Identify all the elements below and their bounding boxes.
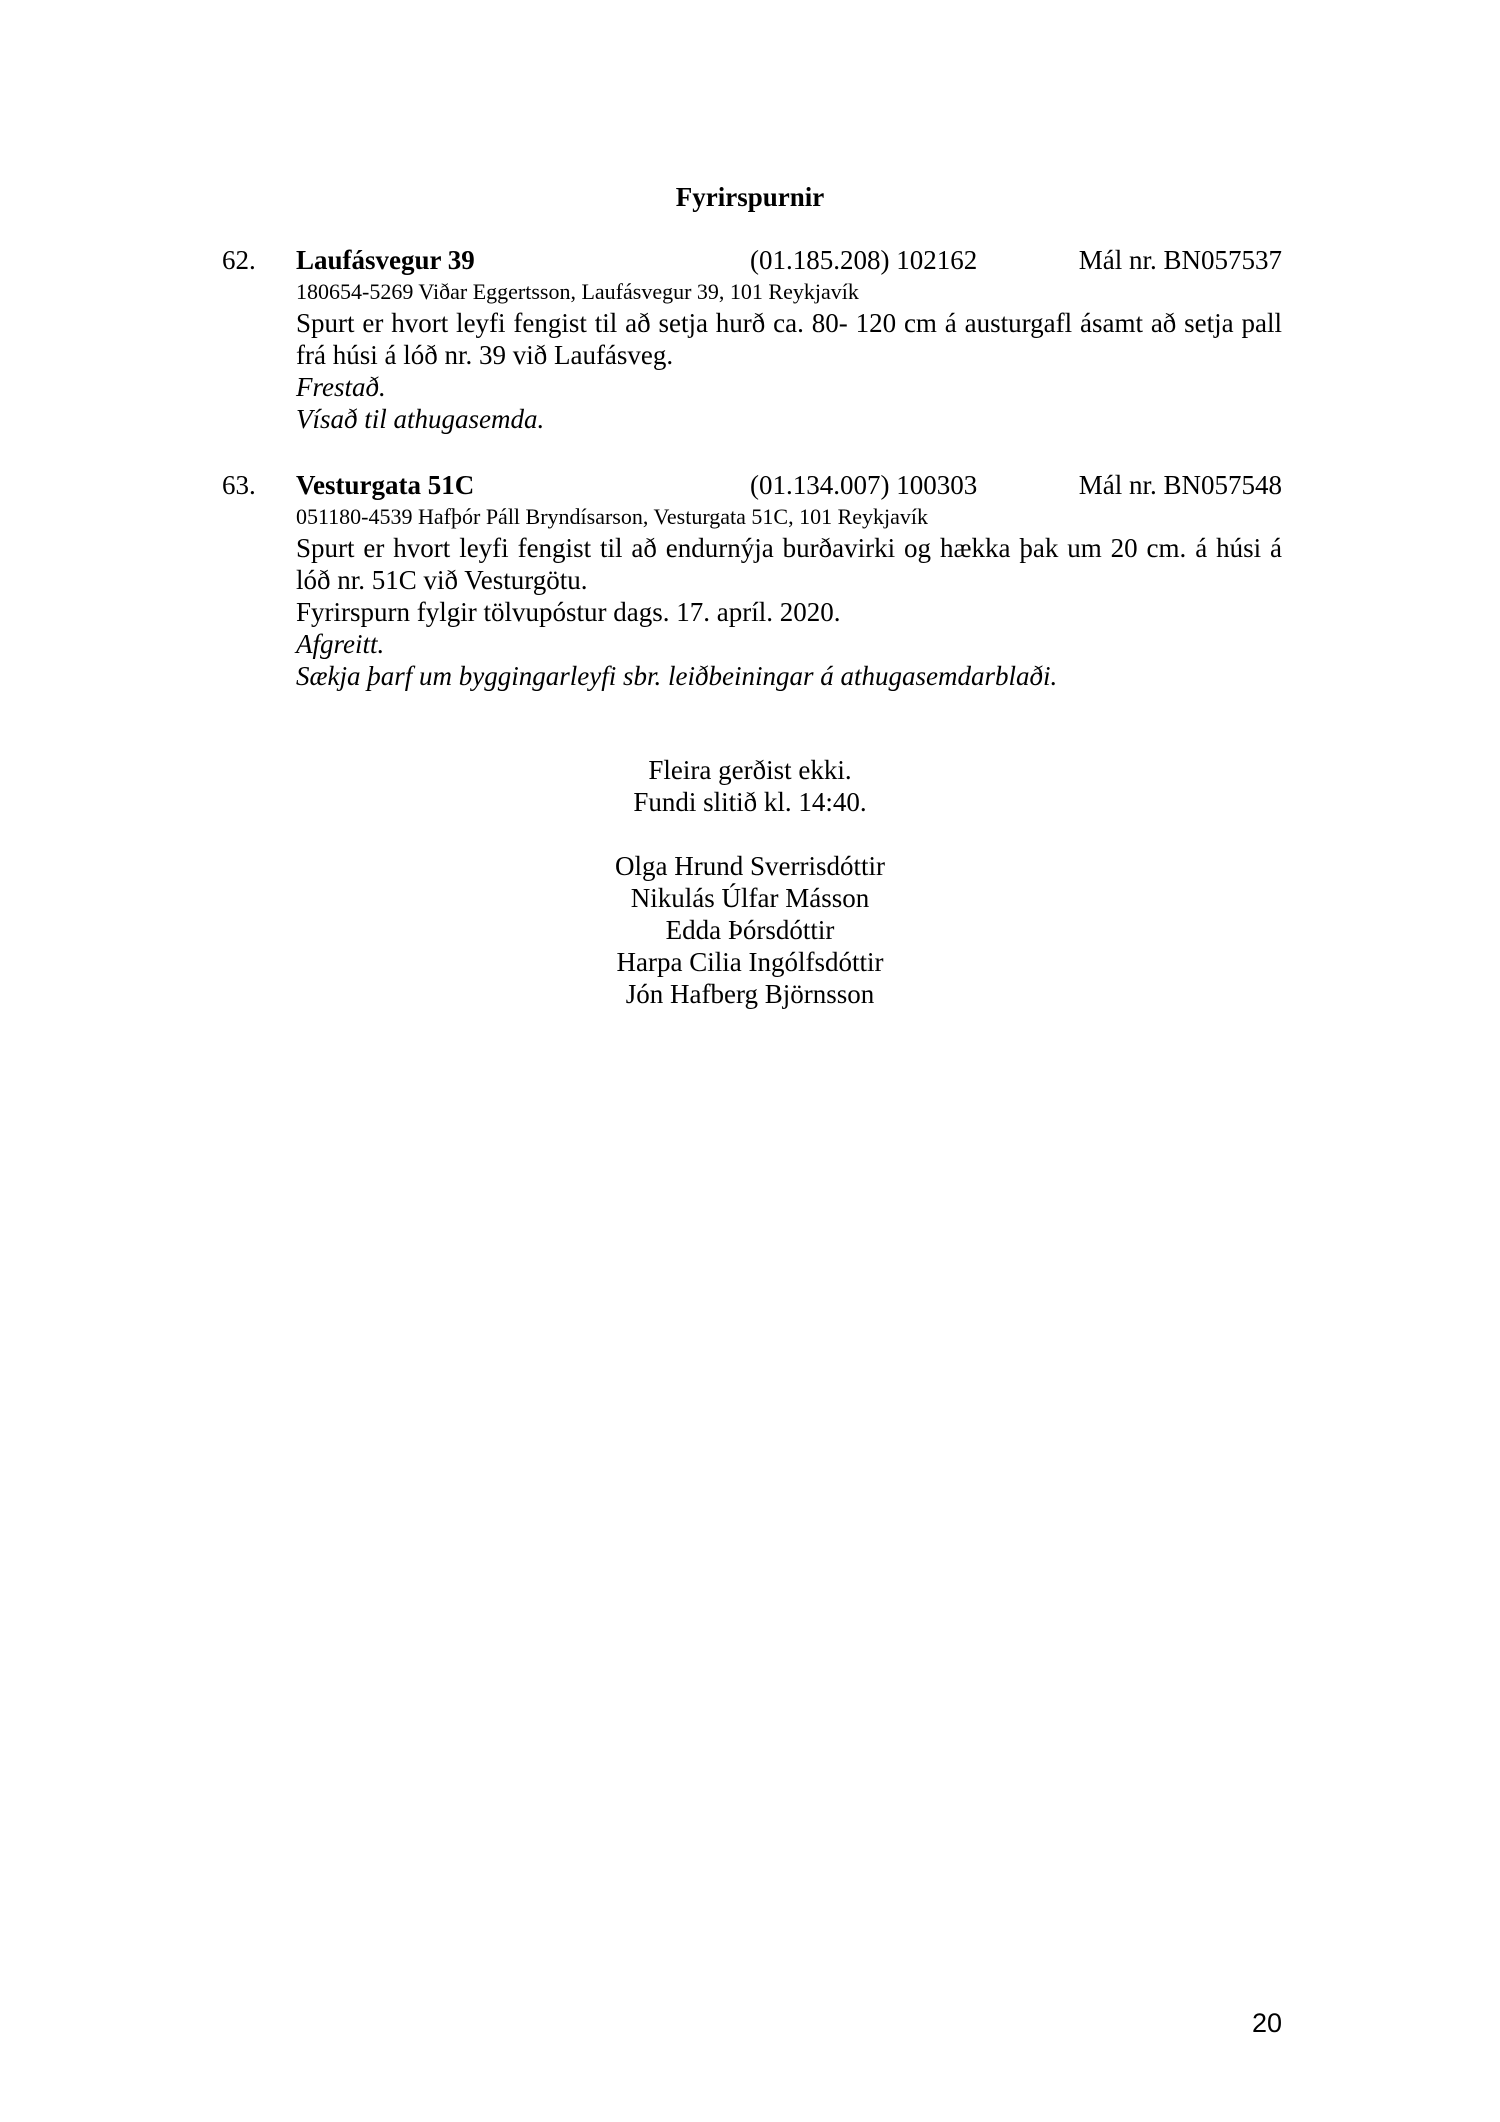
case-header [222,242,1282,278]
case-number: 62. [222,245,256,275]
case-plot-id: (01.134.007) 100303 [750,470,978,500]
case-item [222,467,1282,692]
case-decision: Afgreitt. [296,629,385,659]
case-applicant: 180654-5269 Viðar Eggertsson, Laufásvegur 39, 101 Reykjavík [296,279,859,304]
closing-time-line: Fundi slitið kl. 14:40. [633,787,867,817]
case-note: Fyrirspurn fylgir tölvupóstur dags. 17. apríl. 2020. [296,597,841,627]
case-applicant: 051180-4539 Hafþór Páll Bryndísarson, Vesturgata 51C, 101 Reykjavík [296,504,929,529]
case-description: Spurt er hvort leyfi fengist til að endurnýja burðavirki og hækka þak um 20 cm. á húsi á lóð nr. 51C við Vesturgötu. [296,533,1282,595]
section-title: Fyrirspurnir [675,182,825,212]
closing-statement [0,754,1500,818]
case-description: Spurt er hvort leyfi fengist til að setja hurð ca. 80- 120 cm á austurgafl ásamt að setja pall frá húsi á lóð nr. 39 við Laufásveg. [296,308,1282,370]
case-item [222,242,1282,435]
case-decision: Frestað. [296,372,386,402]
signatory-name: Edda Þórsdóttir [665,915,835,945]
signatory-name: Nikulás Úlfar Másson [630,883,870,913]
case-body [296,278,1282,435]
case-number: 63. [222,470,256,500]
case-plot-id: (01.185.208) 102162 [750,245,978,275]
case-reference-number: Mál nr. BN057537 [1078,245,1282,275]
signatory-name: Jón Hafberg Björnsson [625,979,875,1009]
case-body [296,503,1282,692]
case-remark: Sækja þarf um byggingarleyfi sbr. leiðbeiningar á athugasemdarblaði. [296,661,1058,691]
case-street: Laufásvegur 39 [296,245,475,275]
case-reference-number: Mál nr. BN057548 [1078,470,1282,500]
signatory-name: Olga Hrund Sverrisdóttir [615,851,885,881]
signatory-list [0,850,1500,1010]
page-number: 20 [1251,2008,1282,2038]
case-remark: Vísað til athugasemda. [296,404,545,434]
closing-line: Fleira gerðist ekki. [648,755,852,785]
case-street: Vesturgata 51C [296,470,475,500]
signatory-name: Harpa Cilia Ingólfsdóttir [616,947,884,977]
case-header [222,467,1282,503]
